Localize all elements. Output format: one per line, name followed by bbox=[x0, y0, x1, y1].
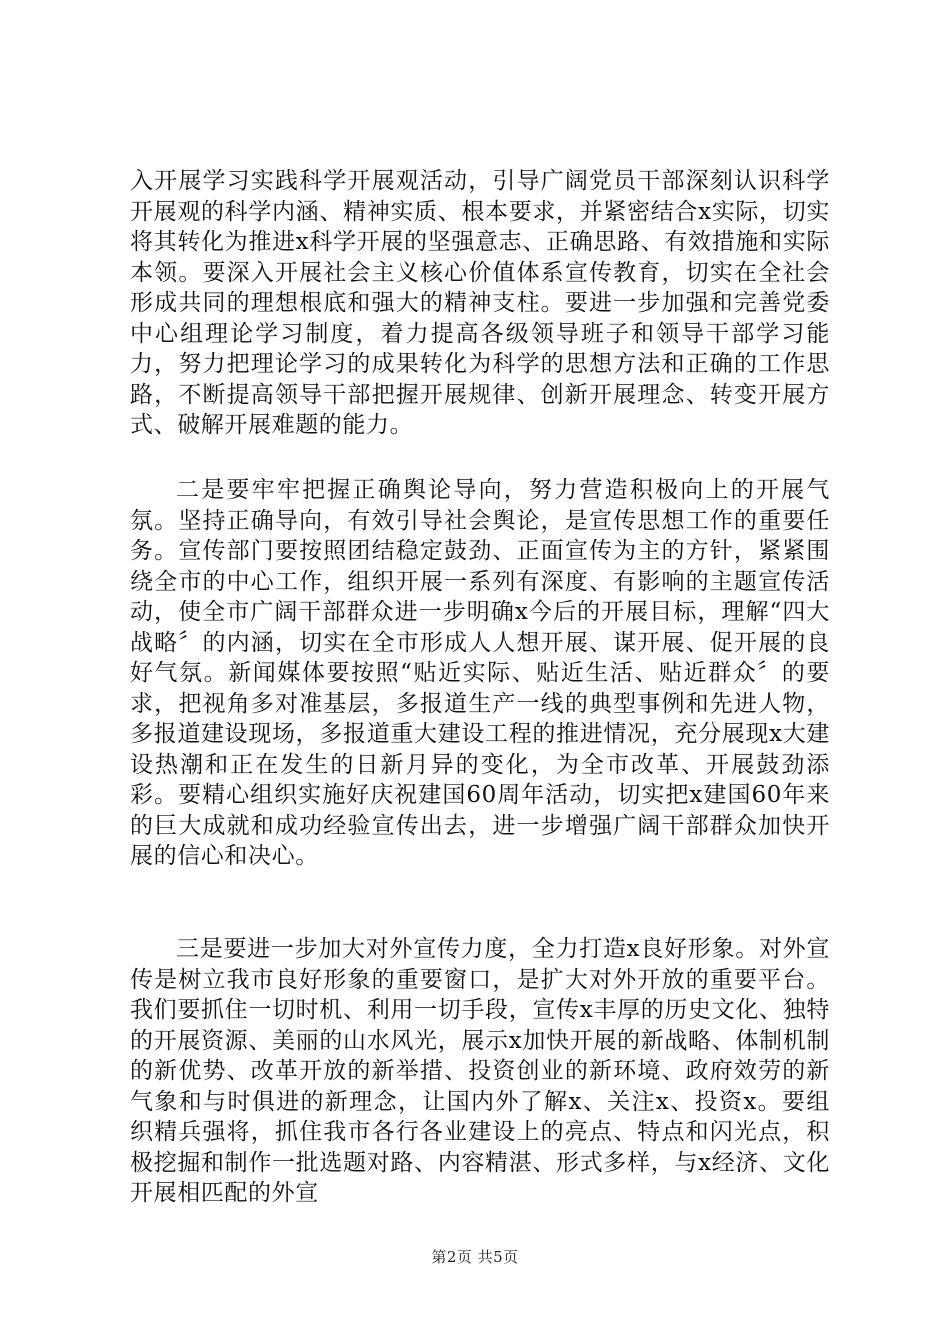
paragraph-2: 二是要牢牢把握正确舆论导向，努力营造积极向上的开展气氛。坚持正确导向，有效引导社会舆论，是宣传思想工作的重要任务。宣传部门要按照团结稳定鼓劲、正面宣传为主的方针，紧紧围绕全市的中心工作，组织开展一系列有深度、有影响的主题宣传活动，使全市广阔干部群众进一步明确x今后的开展目标，理解“四大战略〞的内涵，切实在全市形成人人想开展、谋开展、促开展的良好气氛。新闻媒体要按照“贴近实际、贴近生活、贴近群众〞的要求，把视角多对准基层，多报道生产一线的典型事例和先进人物，多报道建设现场，多报道重大建设工程的推进情况，充分展现x大建设热潮和正在发生的日新月异的变化，为全市改革、开展鼓劲添彩。要精心组织实施好庆祝建国60周年活动，切实把x建国60年来的巨大成就和成功经验宣传出去，进一步增强广阔干部群众加快开展的信心和决心。 bbox=[130, 477, 830, 869]
page-number-footer: 第2页 共5页 bbox=[431, 1248, 519, 1266]
paragraph-1: 入开展学习实践科学开展观活动，引导广阔党员干部深刻认识科学开展观的科学内涵、精神实质、根本要求，并紧密结合x实际，切实将其转化为推进x科学开展的坚强意志、正确思路、有效措施和实际本领。要深入开展社会主义核心价值体系宣传教育，切实在全社会形成共同的理想根底和强大的精神支柱。要进一步加强和完善党委中心组理论学习制度，着力提高各级领导班子和领导干部学习能力，努力把理论学习的成果转化为科学的思想方法和正确的工作思路，不断提高领导干部把握开展规律、创新开展理念、转变开展方式、破解开展难题的能力。 bbox=[130, 168, 830, 438]
paragraph-3: 三是要进一步加大对外宣传力度，全力打造x良好形象。对外宣传是树立我市良好形象的重要窗口，是扩大对外开放的重要平台。我们要抓住一切时机、利用一切手段，宣传x丰厚的历史文化、独特的开展资源、美丽的山水风光，展示x加快开展的新战略、体制机制的新优势、改革开放的新举措、投资创业的新环境、政府效劳的新气象和与时俱进的新理念，让国内外了解x、关注x、投资x。要组织精兵强将，抓住我市各行各业建设上的亮点、特点和闪光点，积极挖掘和制作一批选题对路、内容精湛、形式多样，与x经济、文化开展相匹配的外宣 bbox=[130, 936, 830, 1206]
